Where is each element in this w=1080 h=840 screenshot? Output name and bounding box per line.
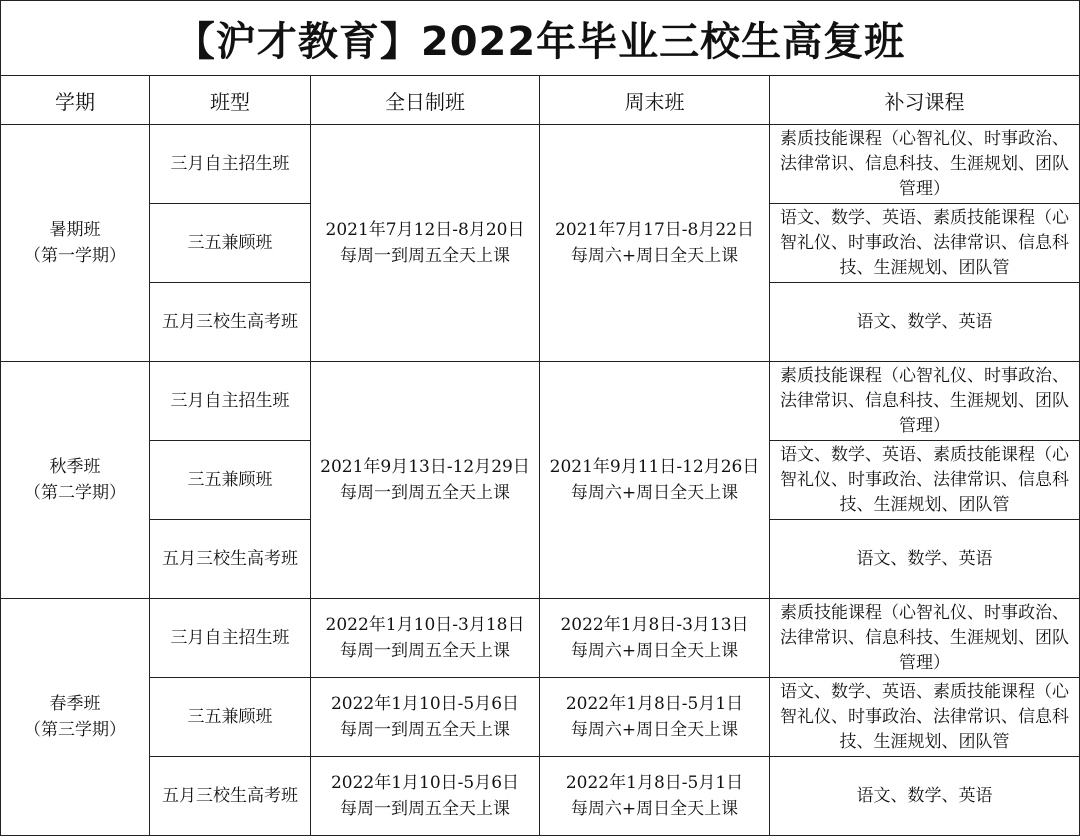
fulltime-date: 2022年1月10日-5月6日 <box>330 694 520 714</box>
course-cell: 素质技能课程（心智礼仪、时事政治、法律常识、信息科技、生涯规划、团队管理） <box>770 362 1080 441</box>
course-cell: 素质技能课程（心智礼仪、时事政治、法律常识、信息科技、生涯规划、团队管理） <box>770 125 1080 204</box>
class-type-cell: 三五兼顾班 <box>150 678 311 757</box>
class-type-cell: 三月自主招生班 <box>150 125 311 204</box>
header-row <box>1 76 1080 125</box>
term-sub: （第二学期） <box>24 483 126 503</box>
fulltime-date: 2021年7月12日-8月20日 <box>325 220 525 240</box>
term-cell-summer <box>1 125 150 362</box>
course-cell: 语文、数学、英语、素质技能课程（心智礼仪、时事政治、法律常识、信息科技、生涯规划、团队管 <box>770 441 1080 520</box>
course-cell: 语文、数学、英语、素质技能课程（心智礼仪、时事政治、法律常识、信息科技、生涯规划、团队管 <box>770 204 1080 283</box>
fulltime-cell <box>311 757 540 836</box>
course-cell: 语文、数学、英语 <box>770 283 1080 362</box>
fulltime-date: 2022年1月10日-5月6日 <box>330 773 520 793</box>
weekend-cell <box>540 599 770 678</box>
fulltime-schedule: 每周一到周五全天上课 <box>340 641 510 661</box>
term-cell-spring <box>1 599 150 836</box>
course-cell: 语文、数学、英语、素质技能课程（心智礼仪、时事政治、法律常识、信息科技、生涯规划、团队管 <box>770 678 1080 757</box>
weekend-date: 2021年7月17日-8月22日 <box>555 220 754 240</box>
table-row <box>1 125 1080 204</box>
class-type-cell: 三五兼顾班 <box>150 441 311 520</box>
weekend-date: 2022年1月8日-5月1日 <box>565 773 744 793</box>
fulltime-date: 2021年9月13日-12月29日 <box>320 457 530 477</box>
class-type-cell: 三五兼顾班 <box>150 204 311 283</box>
table-row <box>1 362 1080 441</box>
fulltime-cell <box>311 362 540 599</box>
weekend-cell <box>540 125 770 362</box>
class-type-cell: 三月自主招生班 <box>150 362 311 441</box>
course-cell: 语文、数学、英语 <box>770 757 1080 836</box>
fulltime-cell <box>311 678 540 757</box>
term-name: 春季班 <box>49 694 101 714</box>
header-weekend: 周末班 <box>540 76 770 125</box>
term-sub: （第一学期） <box>24 246 126 266</box>
table-row <box>1 757 1080 836</box>
weekend-schedule: 每周六+周日全天上课 <box>570 641 739 661</box>
term-name: 秋季班 <box>49 457 101 477</box>
fulltime-cell <box>311 599 540 678</box>
header-courses: 补习课程 <box>770 76 1080 125</box>
weekend-schedule: 每周六+周日全天上课 <box>570 483 739 503</box>
page-title: 【沪才教育】2022年毕业三校生高复班 <box>1 1 1080 76</box>
class-type-cell: 五月三校生高考班 <box>150 520 311 599</box>
class-type-cell: 五月三校生高考班 <box>150 283 311 362</box>
weekend-date: 2022年1月8日-3月13日 <box>560 615 749 635</box>
fulltime-date: 2022年1月10日-3月18日 <box>325 615 525 635</box>
table-row <box>1 599 1080 678</box>
table-row <box>1 678 1080 757</box>
weekend-schedule: 每周六+周日全天上课 <box>570 720 739 740</box>
class-type-cell: 五月三校生高考班 <box>150 757 311 836</box>
term-sub: （第三学期） <box>24 720 126 740</box>
weekend-schedule: 每周六+周日全天上课 <box>570 799 739 819</box>
fulltime-cell <box>311 125 540 362</box>
fulltime-schedule: 每周一到周五全天上课 <box>340 483 510 503</box>
header-term: 学期 <box>1 76 150 125</box>
weekend-cell <box>540 362 770 599</box>
header-class-type: 班型 <box>150 76 311 125</box>
weekend-date: 2022年1月8日-5月1日 <box>565 694 744 714</box>
term-name: 暑期班 <box>49 220 101 240</box>
course-cell: 语文、数学、英语 <box>770 520 1080 599</box>
course-cell: 素质技能课程（心智礼仪、时事政治、法律常识、信息科技、生涯规划、团队管理） <box>770 599 1080 678</box>
term-cell-autumn <box>1 362 150 599</box>
class-type-cell: 三月自主招生班 <box>150 599 311 678</box>
weekend-date: 2021年9月11日-12月26日 <box>549 457 760 477</box>
weekend-cell <box>540 678 770 757</box>
weekend-schedule: 每周六+周日全天上课 <box>570 246 739 266</box>
fulltime-schedule: 每周一到周五全天上课 <box>340 246 510 266</box>
header-fulltime: 全日制班 <box>311 76 540 125</box>
fulltime-schedule: 每周一到周五全天上课 <box>340 799 510 819</box>
weekend-cell <box>540 757 770 836</box>
fulltime-schedule: 每周一到周五全天上课 <box>340 720 510 740</box>
